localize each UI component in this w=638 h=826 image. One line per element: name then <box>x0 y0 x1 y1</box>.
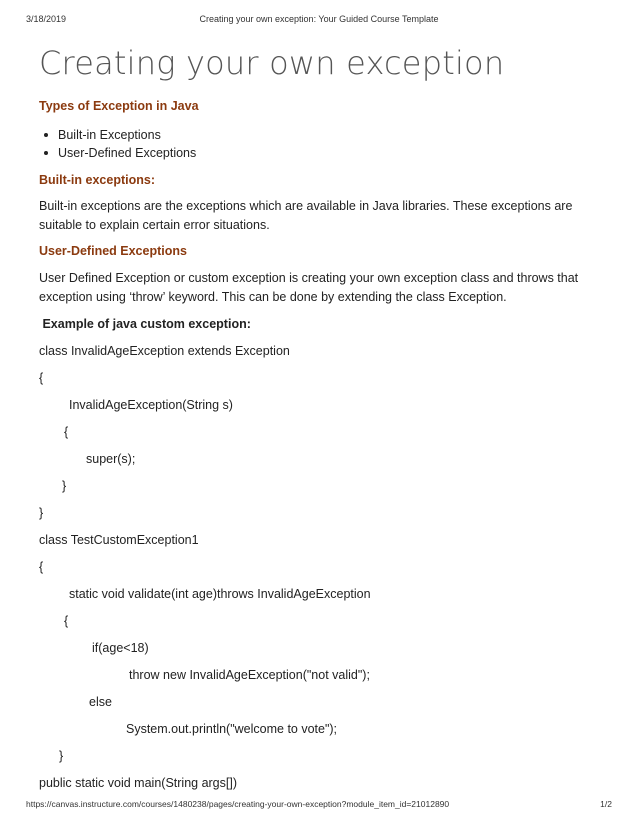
list-item: Built-in Exceptions <box>39 126 196 144</box>
code-line: { <box>64 425 69 439</box>
userdef-paragraph: User Defined Exception or custom exception is creating your own exception class and throws that exception using ‘throw’ keyword. This can be done by extending the class Exception. <box>39 271 579 304</box>
code-line: if(age<18) <box>92 641 149 655</box>
types-list <box>39 126 196 162</box>
code-line: public static void main(String args[]) <box>39 776 237 790</box>
code-line: { <box>39 371 44 385</box>
code-line: InvalidAgeException(String s) <box>69 398 233 412</box>
code-line: throw new InvalidAgeException("not valid"); <box>129 668 370 682</box>
code-line: } <box>62 479 67 493</box>
page-number: 1/2 <box>600 799 612 809</box>
list-item: User-Defined Exceptions <box>39 144 196 162</box>
code-line: { <box>39 560 44 574</box>
builtin-paragraph: Built-in exceptions are the exceptions which are available in Java libraries. These exceptions are suitable to explain certain error situations. <box>39 199 573 232</box>
print-footer-url: https://canvas.instructure.com/courses/1480238/pages/creating-your-own-exception?module_item_id=21012890 <box>26 799 450 809</box>
userdef-heading: User-Defined Exceptions <box>39 244 187 258</box>
code-line: class TestCustomException1 <box>39 533 199 547</box>
print-date: 3/18/2019 <box>26 14 67 24</box>
code-line: else <box>89 695 112 709</box>
code-line: static void validate(int age)throws InvalidAgeException <box>69 587 371 601</box>
types-heading: Types of Exception in Java <box>39 99 199 113</box>
page-title: Creating your own exception <box>39 44 505 82</box>
print-header-title: Creating your own exception: Your Guided Course Template <box>199 14 439 24</box>
code-line: } <box>59 749 64 763</box>
code-line: super(s); <box>86 452 136 466</box>
builtin-heading: Built-in exceptions: <box>39 173 155 187</box>
code-line: System.out.println("welcome to vote"); <box>126 722 338 736</box>
code-line: { <box>64 614 69 628</box>
code-line: } <box>39 506 44 520</box>
example-heading: Example of java custom exception: <box>39 317 251 331</box>
code-line: class InvalidAgeException extends Exception <box>39 344 290 358</box>
